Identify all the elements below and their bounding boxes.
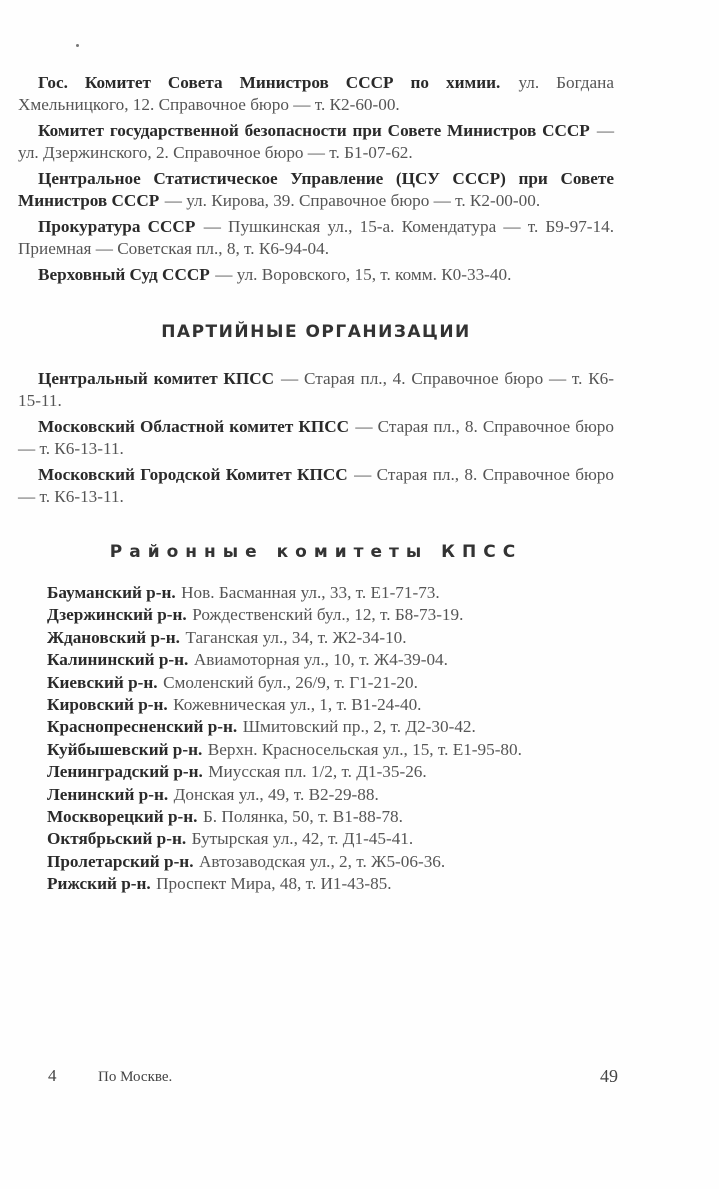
- district-name: Ленинградский р-н.: [47, 762, 203, 782]
- entry-city-committee: [18, 464, 614, 508]
- entry-details: — ул. Дзержинского, 2. Справочное бюро — т. Б1-07-62.: [18, 121, 614, 162]
- entry-name: Гос. Комитет Совета Министров СССР по химии.: [38, 73, 501, 92]
- district-details: Авиамоторная ул., 10, т. Ж4-39-04.: [193, 650, 448, 670]
- district-details: Рождественский бул., 12, т. Б8-73-19.: [192, 605, 464, 625]
- district-entry: [18, 672, 614, 694]
- entry-details: — ул. Воровского, 15, т. комм. К0-33-40.: [215, 265, 512, 284]
- entry-details: — Старая пл., 4. Справочное бюро — т. К6-15-11.: [18, 369, 614, 410]
- district-name: Бауманский р-н.: [47, 583, 176, 602]
- district-details: Смоленский бул., 26/9, т. Г1-21-20.: [163, 672, 418, 692]
- district-details: Шмитовский пр., 2, т. Д2-30-42.: [242, 717, 476, 737]
- district-entry: [18, 784, 614, 806]
- entry-supreme-court: [18, 264, 614, 286]
- entry-regional-committee: [18, 416, 614, 460]
- signature-number: 4: [48, 1066, 57, 1085]
- entry-csu: [18, 168, 614, 212]
- entry-name: Комитет государственной безопасности при Совете Министров СССР: [38, 121, 590, 140]
- district-details: Б. Полянка, 50, т. В1-88-78.: [202, 807, 403, 827]
- district-details: Проспект Мира, 48, т. И1-43-85.: [156, 874, 392, 894]
- district-details: Миусская пл. 1/2, т. Д1-35-26.: [208, 762, 427, 782]
- district-entry: [18, 761, 614, 783]
- entry-name: Прокуратура СССР: [38, 217, 196, 236]
- district-entry: [18, 828, 614, 850]
- district-entry: [18, 873, 614, 895]
- entry-name: Московский Городской Комитет КПСС: [38, 465, 348, 484]
- entry-kgb: [18, 120, 614, 164]
- page-number: 49: [600, 1066, 618, 1086]
- entry-name: Центральный комитет КПСС: [38, 369, 275, 388]
- district-name: Октябрьский р-н.: [47, 829, 187, 849]
- district-entry: [18, 739, 614, 761]
- entry-details: — Старая пл., 8. Справочное бюро — т. К6-13-11.: [18, 417, 614, 458]
- district-name: Кировский р-н.: [47, 695, 168, 715]
- district-name: Ждановский р-н.: [47, 627, 180, 647]
- text-column: [18, 72, 614, 896]
- section-title-district: Районные комитеты КПСС: [109, 542, 523, 562]
- district-name: Пролетарский р-н.: [47, 851, 194, 871]
- entry-name: Центральное Статистическое Управление (ЦСУ СССР) при Совете Министров СССР: [18, 169, 614, 210]
- district-name: Куйбышевский р-н.: [47, 739, 203, 759]
- district-entry: [18, 694, 614, 716]
- district-details: Бутырская ул., 42, т. Д1-45-41.: [191, 829, 414, 849]
- district-name: Киевский р-н.: [47, 672, 158, 692]
- entry-details: — Старая пл., 8. Справочное бюро — т. К6-13-11.: [18, 465, 614, 506]
- entry-prosecutor: [18, 216, 614, 260]
- signature-text: По Москве.: [98, 1069, 173, 1085]
- entry-details: — Пушкинская ул., 15-а. Комендатура — т. Б9-97-14. Приемная — Советская пл., 8, т. К6-94-04.: [18, 217, 614, 258]
- district-entry: [18, 716, 614, 738]
- district-name: Ленинский р-н.: [47, 784, 169, 804]
- entry-details: — ул. Кирова, 39. Справочное бюро — т. К2-00-00.: [164, 191, 541, 210]
- district-entry: [18, 806, 614, 828]
- district-details: Кожевническая ул., 1, т. В1-24-40.: [173, 695, 422, 715]
- district-details: Верхн. Красносельская ул., 15, т. Е1-95-80.: [207, 739, 522, 759]
- district-entry: [18, 627, 614, 649]
- district-name: Калининский р-н.: [47, 650, 189, 670]
- district-entry: [18, 604, 614, 626]
- entry-details: ул. Богдана Хмельницкого, 12. Справочное бюро — т. К2-60-00.: [18, 73, 614, 114]
- district-details: Нов. Басманная ул., 33, т. Е1-71-73.: [181, 583, 440, 602]
- entry-central-committee: [18, 368, 614, 412]
- district-entry: [18, 582, 614, 604]
- section-title-party: ПАРТИЙНЫЕ ОРГАНИЗАЦИИ: [161, 322, 471, 342]
- district-name: Краснопресненский р-н.: [47, 717, 238, 737]
- district-name: Дзержинский р-н.: [47, 605, 187, 625]
- entry-name: Верховный Суд СССР: [38, 265, 210, 284]
- district-entry: [18, 851, 614, 873]
- district-name: Москворецкий р-н.: [47, 807, 198, 827]
- district-details: Таганская ул., 34, т. Ж2-34-10.: [185, 627, 407, 647]
- district-name: Рижский р-н.: [47, 874, 151, 894]
- entry-chem-committee: [18, 72, 614, 116]
- district-details: Автозаводская ул., 2, т. Ж5-06-36.: [198, 851, 446, 871]
- entry-name: Московский Областной комитет КПСС: [38, 417, 350, 436]
- district-details: Донская ул., 49, т. В2-29-88.: [173, 784, 379, 804]
- district-entry: [18, 649, 614, 671]
- print-speck: [76, 44, 79, 47]
